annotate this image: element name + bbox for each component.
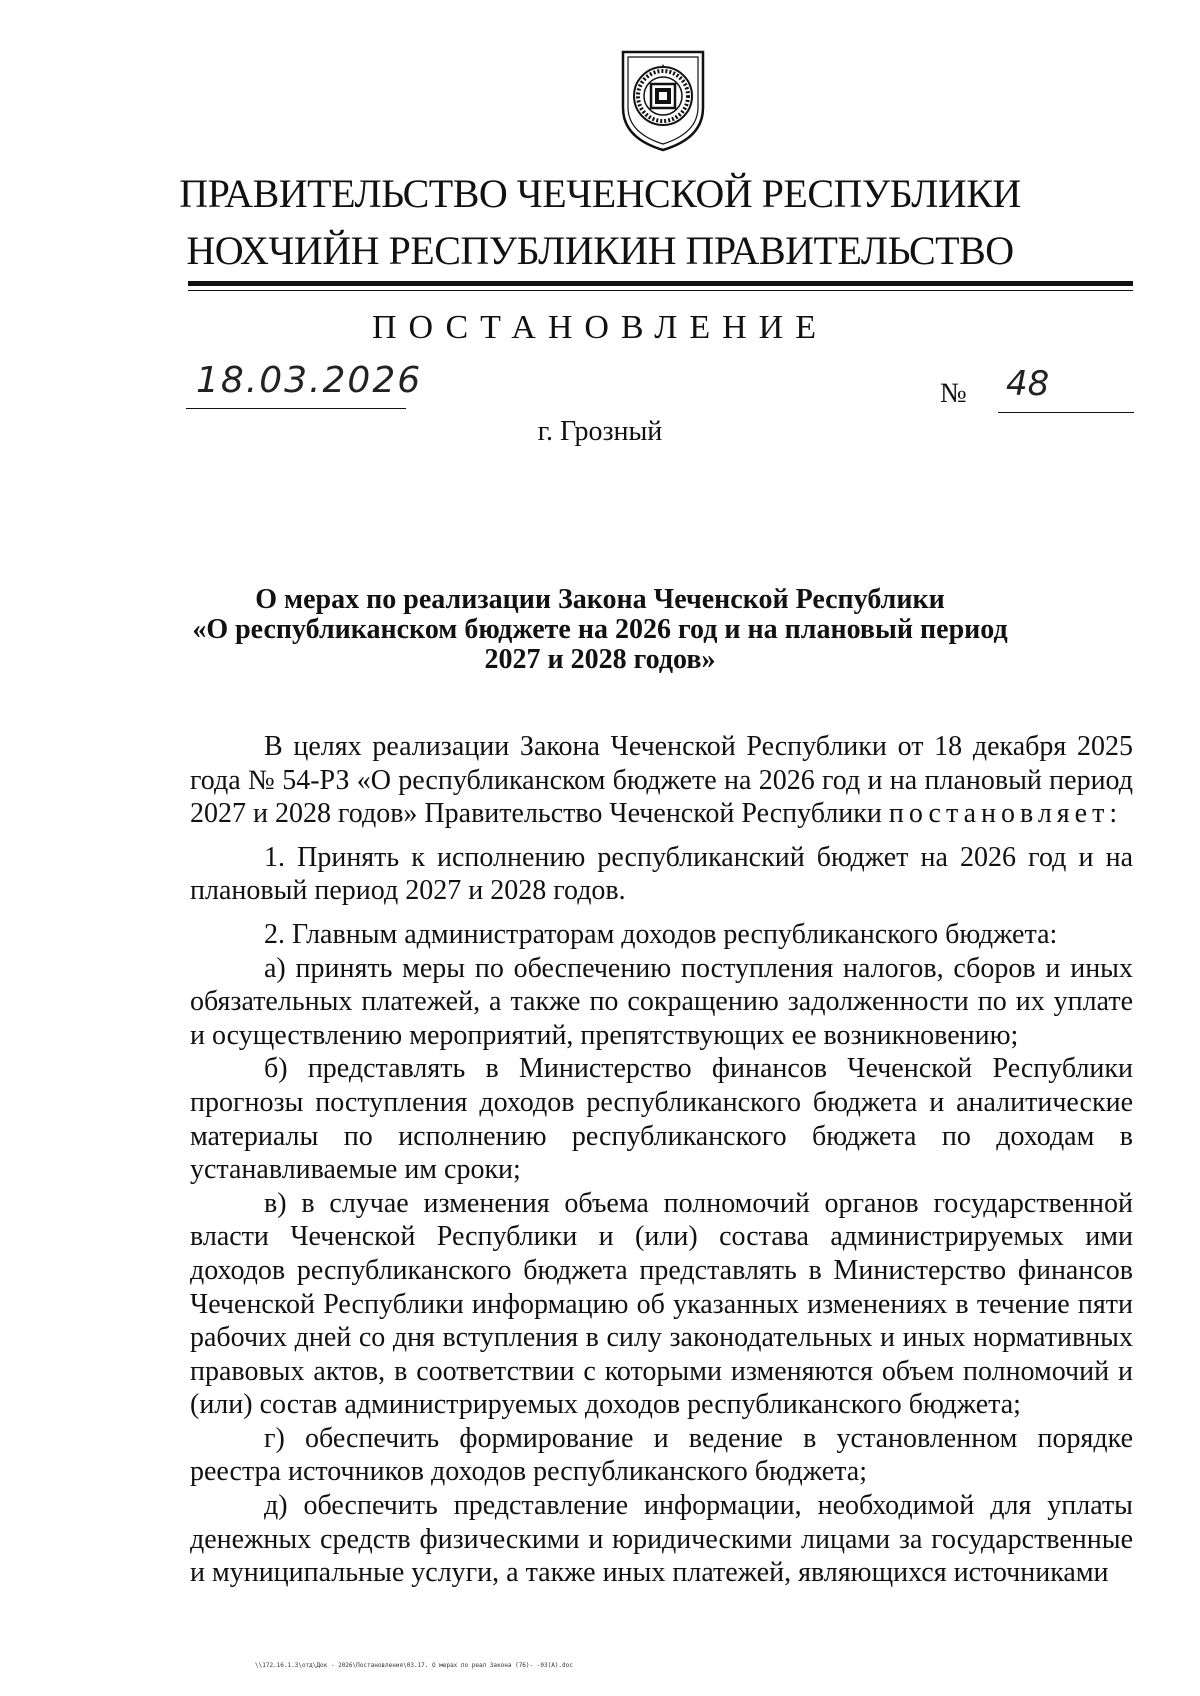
coat-of-arms-icon: [617, 42, 709, 154]
government-title-ce: НОХЧИЙН РЕСПУБЛИКИН ПРАВИТЕЛЬСТВО: [186, 228, 1014, 273]
decree-colon: :: [1109, 798, 1118, 830]
subject-line-2: «О республиканском бюджете на 2026 год и на плановый период: [192, 614, 1008, 645]
subject-line-1: О мерах по реализации Закона Чеченской Республики: [255, 584, 945, 615]
document-date: 18.03.2026: [196, 360, 423, 401]
file-path-footer: \\172.16.1.3\отд\Док - 2026\Постановления\03.17. О мерах по реал Закона (76)- -03(А).doc: [255, 1662, 573, 1669]
city: г. Грозный: [537, 416, 663, 447]
item-2b: б) представлять в Министерство финансов Чеченской Республики прогнозы поступления доходов республиканского бюджета и аналитические материалы по исполнению республиканского бюджета по доходам в устанавливаемые им сроки;: [190, 1053, 1133, 1186]
item-2g: г) обеспечить формирование и ведение в установленном порядке реестра источников доходов республиканского бюджета;: [190, 1422, 1133, 1488]
decree-word: постановляет: [888, 798, 1110, 830]
number-sign: №: [940, 378, 967, 409]
document-type: ПОСТАНОВЛЕНИЕ: [371, 309, 829, 346]
government-title-ru: ПРАВИТЕЛЬСТВО ЧЕЧЕНСКОЙ РЕСПУБЛИКИ: [179, 171, 1021, 216]
document-body: [190, 730, 1133, 1590]
header-divider-thin: [188, 290, 1133, 291]
number-underline: [998, 412, 1134, 413]
item-2a: а) принять меры по обеспечению поступления налогов, сборов и иных обязательных платежей, а также по сокращению задолженности по их уплате и осуществлению мероприятий, препятствующих ее возникновению;: [190, 952, 1133, 1051]
document-subject: [150, 585, 1050, 675]
item-2v: в) в случае изменения объема полномочий органов государственной власти Чеченской Республики и (или) состава администрируемых ими доходов республиканского бюджета представлять в Министерство финансов Чеченской Республики информацию об указанных изменениях в течение пяти рабочих дней со дня вступления в силу законодательных и иных нормативных правовых актов, в соответствии с которыми изменяются объем полномочий и (или) состав администрируемых доходов республиканского бюджета;: [190, 1187, 1133, 1421]
subject-line-3: 2027 и 2028 годов»: [484, 644, 716, 675]
preamble-paragraph: [190, 730, 1133, 831]
date-underline: [186, 408, 406, 409]
item-1: 1. Принять к исполнению республиканский бюджет на 2026 год и на плановый период 2027 и 2028 годов.: [190, 841, 1133, 907]
header-divider-thick: [188, 281, 1133, 286]
document-number: 48: [1006, 364, 1050, 404]
preamble-text: В целях реализации Закона Чеченской Республики от 18 декабря 2025 года № 54-РЗ «О республиканском бюджете на 2026 год и на плановый период 2027 и 2028 годов» Правительство Чеченской Республики: [190, 731, 1133, 830]
item-2d: д) обеспечить представление информации, необходимой для уплаты денежных средств физическими и юридическими лицами за государственные и муниципальные услуги, а также иных платежей, являющихся источниками: [190, 1490, 1133, 1589]
item-2: 2. Главным администраторам доходов республиканского бюджета:: [264, 918, 1058, 950]
